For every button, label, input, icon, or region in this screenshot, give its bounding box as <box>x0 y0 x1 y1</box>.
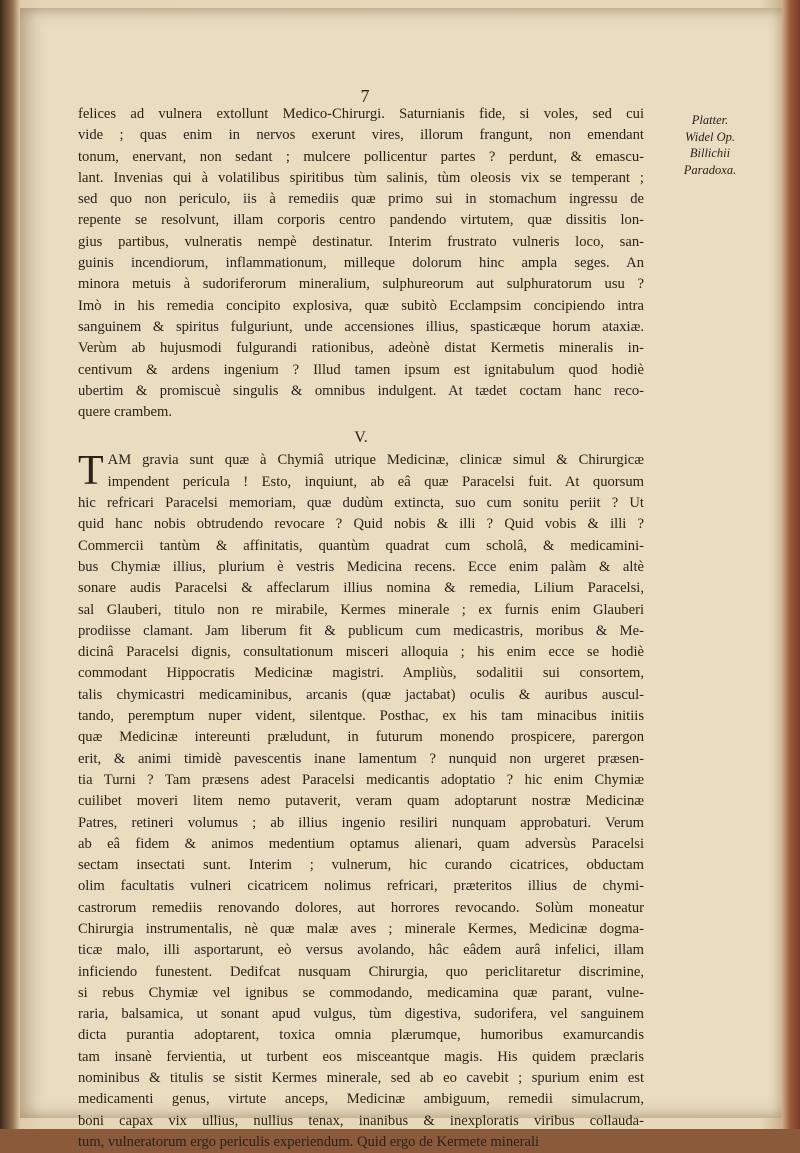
margin-note: Platter. <box>691 113 729 127</box>
text-line: felices ad vulnera extollunt Medico-Chirurgi. Saturnianis fide, si voles, sed cui <box>78 106 644 122</box>
text-line: tando, peremptum nuper vident, silentque. Posthac, ex his tam minacibus initiis <box>78 708 644 725</box>
book-gutter <box>0 0 20 1129</box>
text-line: sal Glauberi, titulo non re mirabile, Kermes minerale ; ex furnis enim Glauberi <box>78 601 644 618</box>
section-number: V. <box>354 429 368 447</box>
body-text <box>78 104 644 1153</box>
text-line: tam insanè fervientia, ut turbent eos misceantque magis. His quidem præclaris <box>78 1048 644 1065</box>
text-line: Imò in his remedia concipito explosiva, quæ subitò Ecclampsim concipiendo intra <box>78 297 644 314</box>
margin-note: Billichii <box>689 146 731 160</box>
drop-cap: T <box>78 448 104 495</box>
text-line: tia Turni ? Tam præsens adest Paracelsi medicantis adoptatio ? hic enim Chymiæ <box>78 771 644 788</box>
text-line: dicta purantia adoptarent, toxica omnia plærumque, humoribus examurcandis <box>78 1027 644 1044</box>
text-line: sectam insectati sunt. Interim ; vulnerum, hic curando cicatrices, obductam <box>78 857 644 874</box>
text-line: tonum, enervant, non sedant ; mulcere pollicentur partes ? perdunt, & emascu- <box>78 148 644 165</box>
text-line: erit, & animi timidè pavescentis inane lamentum ? nunquid non urgeret præsen- <box>78 750 644 767</box>
text-line: sonare audis Paracelsi & affeclarum illius nomina & remedia, Lilium Paracelsi, <box>78 580 644 597</box>
text-line: guinis incendiorum, inflammationum, milleque dolorum hinc ampla seges. An <box>78 255 644 272</box>
paragraph-2 <box>78 450 644 1153</box>
book-page <box>20 8 782 1150</box>
text-line: lant. Invenias qui à volatilibus spiritibus tùm salinis, tùm oleosis vix se temperant ; <box>78 169 644 186</box>
text-line: sanguinem & spiritus fulguriunt, unde accensiones illius, spasticæque horum ataxiæ. <box>78 318 644 335</box>
text-line: Commercii tantùm & affinitatis, quantùm quadrat cum scholâ, & medicamini- <box>78 537 644 554</box>
text-line: inficiendo funestent. Dedifcat nusquam Chirurgia, quo periclitaretur discrimine, <box>78 963 644 980</box>
paragraph-1 <box>78 104 644 423</box>
text-line: Chirurgia instrumentalis, nè quæ malæ aves ; minerale Kermes, Medicinæ dogma- <box>78 920 644 937</box>
text-line: cuilibet moveri litem nemo putaverit, veram quam adoptarunt nostræ Medicinæ <box>78 793 644 810</box>
text-line: prodiisse clamant. Jam liberum fit & publicum cum medicastris, moribus & Me- <box>78 622 644 639</box>
text-line: gius partibus, vulneratis nempè destinatur. Interim frustrato vulneris loco, san- <box>78 233 644 250</box>
margin-notes <box>654 112 766 178</box>
text-line: tum, vulneratorum ergo periculis experiendum. Quid ergo de Kermete minerali <box>78 1133 540 1150</box>
text-line: medicamenti genus, virtute anceps, Medicinæ ambiguum, remedii simulacrum, <box>78 1091 644 1108</box>
text-line: nominibus & titulis se sistit Kermes minerale, sed ab eo cavebit ; spurium enim est <box>78 1070 644 1087</box>
text-line: repente se resolvunt, illam corporis centro pandendo virtutem, quæ dissitis lon- <box>78 212 644 229</box>
text-line: sed quo non periculo, iis à remediis quæ primo sui in stomachum ingressu de <box>78 191 644 208</box>
text-line: quæ Medicinæ intereunti præludunt, in futurum monendo prospicere, parergon <box>78 729 644 746</box>
text-line: dicinâ Paracelsi dignis, consultationum misceri alloquia ; his enim ecce se hodiè <box>78 644 644 661</box>
text-line: bus Chymiæ illius, plurium è vestris Medicina recens. Ecce enim palàm & altè <box>78 558 644 575</box>
text-line: Patres, retineri volumus ; ab illius ingenio resiliri nunquam approbaturi. Verum <box>78 814 644 831</box>
text-line: vide ; quas enim in nervos exerunt vires, illorum frangunt, non emendant <box>78 127 644 144</box>
text-line: centivum & ardens ingenium ? Illud tamen ipsum est ignitabulum quod hodiè <box>78 361 644 378</box>
text-line: quere crambem. <box>78 404 172 421</box>
text-line: raria, balsamica, ut sonant apud vulgus, tùm digestiva, sudorifera, vel sanguinem <box>78 1006 644 1023</box>
text-line: minora metuis à sudoriferorum mineralium, sulphureorum aut sulphuratorum usu ? <box>78 276 644 293</box>
margin-note: Widel Op. <box>685 129 735 144</box>
text-line: quid hanc nobis obtrudendo revocare ? Quid nobis & illi ? Quid vobis & illi ? <box>78 516 644 533</box>
text-line: boni capax vix ullius, nullius tenax, inanibus & inexploratis viribus collauda- <box>78 1112 644 1129</box>
text-line: hic refricari Paracelsi memoriam, quæ dudùm extincta, suo cum sonitu periit ? Ut <box>78 495 644 512</box>
text-line: ab eâ fidem & animos medentium optamus alienari, quam adversùs Paracelsi <box>78 835 644 852</box>
text-line: talis chymicastri medicaminibus, arcanis (quæ jactabat) oculis & auribus auscul- <box>78 686 644 703</box>
text-line: Verùm ab hujusmodi fulgurandi rationibus, adeònè distat Kermetis mineralis in- <box>78 340 644 357</box>
text-line: commodant Hippocratis Medicinæ magistri. Ampliùs, sodalitii sui consortem, <box>78 665 644 682</box>
text-line: castrorum remediis renovando dolores, aut horrores revocando. Solùm moneatur <box>78 899 644 916</box>
text-line: olim facultatis vulneri cicatricem nolimus refricari, præteritos illius de chymi- <box>78 878 644 895</box>
text-line: AM gravia sunt quæ à Chymiâ utrique Medicinæ, clinicæ simul & Chirurgicæ <box>107 452 644 469</box>
page-number: 7 <box>360 86 370 106</box>
text-line: ticæ malo, illi asportarunt, eò versus avolando, hâc eâdem aurâ infelici, illam <box>78 942 644 959</box>
text-line: impendent pericula ! Esto, inquiunt, ab eâ quæ Paracelsi fuit. At quorsum <box>107 473 644 490</box>
text-line: si rebus Chymiæ vel ignibus se commodando, medicamina quæ parant, vulne- <box>78 984 644 1001</box>
text-line: ubertim & promiscuè singulis & omnibus indulgent. At tædet coctam hanc reco- <box>78 382 644 399</box>
margin-note: Paradoxa. <box>683 162 737 177</box>
